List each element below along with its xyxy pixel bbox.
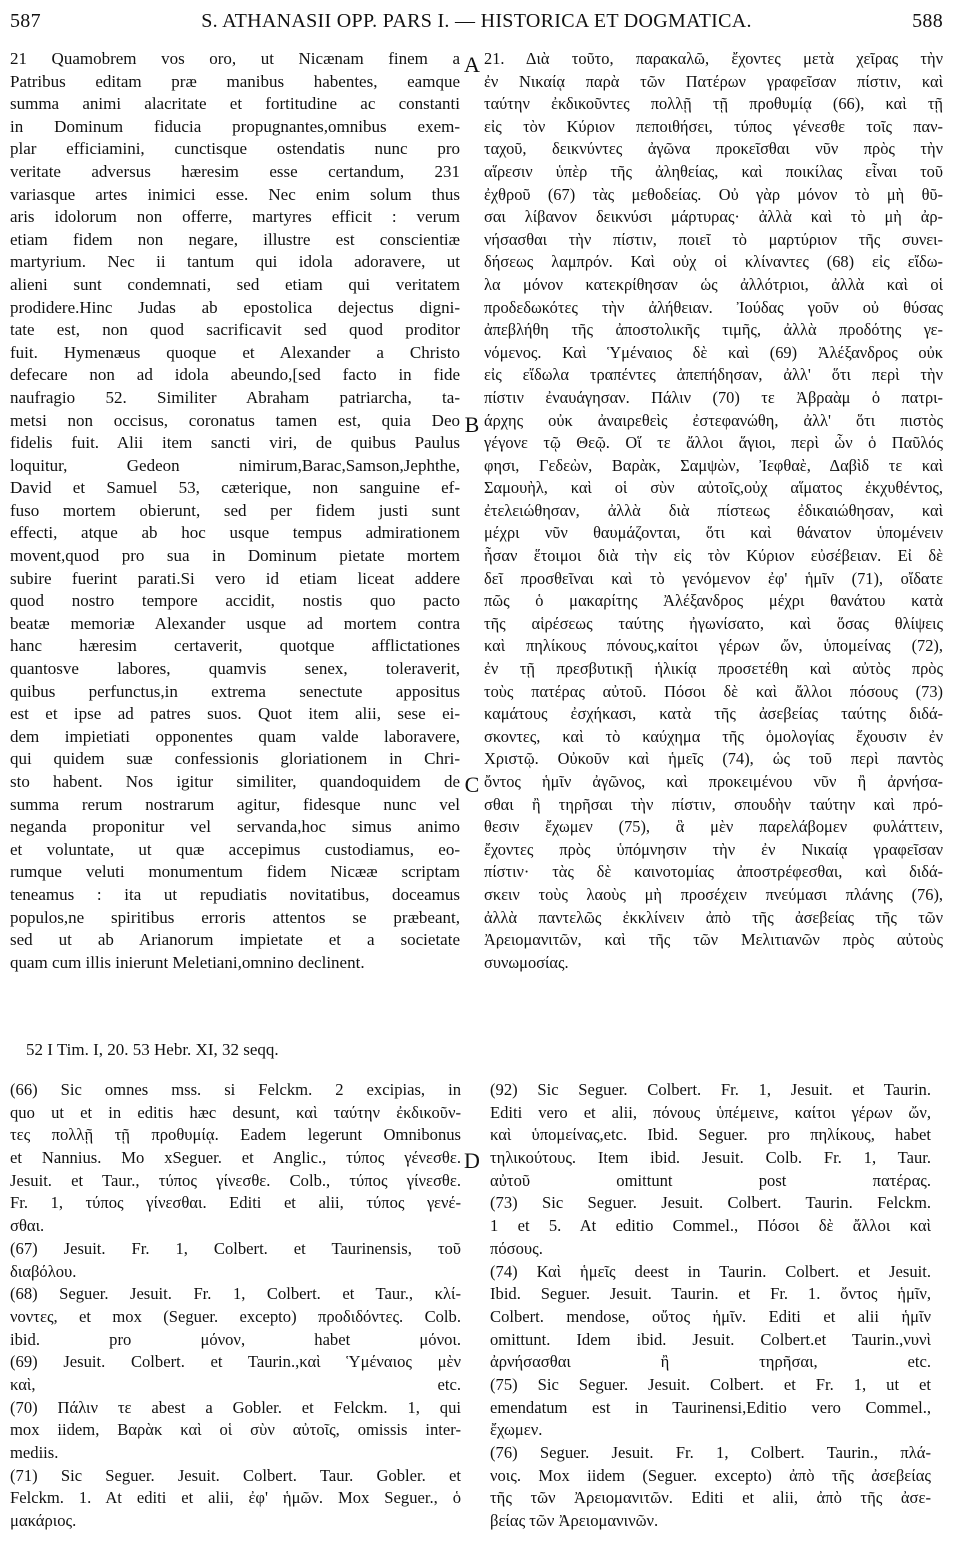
note-line: (92) Sic Seguer. Colbert. Fr. 1, Jesuit. et Taurin. bbox=[490, 1080, 931, 1099]
latin-line: tate est, non quod sacrificavit sed quod proditor bbox=[10, 320, 460, 340]
latin-line: movent,quod pro sua in Dominum pietate mortem bbox=[10, 546, 460, 566]
greek-line: τῆς αἱρέσεως ταύτης ἠγωνίσατο, καὶ ὅσας θλίψεις bbox=[484, 613, 943, 633]
note-line: mox iidem, Βαρὰκ καὶ οἱ σὺν αὐτοῖς, omissis inter- bbox=[10, 1420, 461, 1440]
note-line: τηλικούτους. Item ibid. Jesuit. Colb. Fr. 1, Taur. bbox=[490, 1148, 931, 1168]
note-line: διαβόλου. bbox=[10, 1261, 77, 1281]
note-line: βείας τῶν Ἀρειομανινῶν. bbox=[490, 1511, 659, 1531]
latin-line: Patribus editam præ manibus habentes, eamque bbox=[10, 71, 460, 91]
latin-line: summa animi alacritate et fortitudine ac constanti bbox=[10, 94, 460, 114]
note-line: quo ut et in editis hæc desunt, καὶ ταύτην ἐκδικοῦν- bbox=[10, 1102, 461, 1122]
latin-line: prodidere.Hinc Judas ab epostolica dejectus digni- bbox=[10, 297, 460, 317]
latin-line: fuit. Hymenæus quoque et Alexander a Christo bbox=[10, 342, 460, 362]
note-line: Colbert. mendose, οὔτος ἡμῖν. Editi et alii ἡμῖν bbox=[490, 1306, 931, 1326]
latin-line: subire fuerint parati.Si vero id etiam liceat addere bbox=[10, 568, 460, 588]
note-line: αὐτοῦ omittunt post πατέρας. bbox=[490, 1170, 931, 1190]
note-line: (73) Sic Seguer. Jesuit. Colbert. Taurin. Felckm. bbox=[490, 1193, 931, 1213]
greek-line: ἐτελειώθησαν, ἀλλὰ διὰ πίστεως ἐδικαιώθησαν, καὶ bbox=[484, 500, 943, 520]
critical-notes-right bbox=[490, 1079, 931, 1533]
note-line: (68) Seguer. Jesuit. Fr. 1, Colbert. et Taur., κλί- bbox=[10, 1284, 461, 1304]
greek-line: εἰς εἴδωλα τραπέντες ἀπεπήδησαν, ἀλλ' ὅτι περὶ τὴν bbox=[484, 365, 943, 385]
note-line: (74) Καὶ ἡμεῖς deest in Taurin. Colbert. et Jesuit. bbox=[490, 1261, 931, 1281]
greek-line: λα μόνον κατεκρίθησαν ὡς ἀλλότριοι, ἀλλὰ καὶ οἱ bbox=[484, 274, 943, 294]
greek-line: ἐν τῇ πρεσβυτικῇ ἡλικίᾳ προσετέθη καὶ αὐτὸς πρὸς bbox=[484, 659, 943, 679]
latin-line: 21 Quamobrem vos oro, ut Nicænam finem a bbox=[10, 49, 460, 68]
note-line: μακάριος. bbox=[10, 1511, 77, 1531]
greek-line: ἐχθροῦ (67) τὰς μεθοδείας. Οὐ γὰρ μόνον τὸ μὴ θῦ- bbox=[484, 184, 943, 204]
latin-line: in Dominum fiducia propugnantes,omnibus exem- bbox=[10, 116, 460, 136]
latin-line: naufragio 52. Similiter Abraham patriarcha, ta- bbox=[10, 387, 460, 407]
greek-line: σαι λίβανον δεικνύσι μάρτυρας· ἀλλὰ καὶ τὸ μὴ ἀρ- bbox=[484, 207, 943, 227]
note-line: Felckm. 1. At editi et alii, ἐφ' ἡμῶν. Mox Seguer., ὁ bbox=[10, 1488, 461, 1508]
latin-line: defecare non ad idola abeundo,[sed facto in fide bbox=[10, 365, 460, 385]
margin-letter-d: D bbox=[464, 1148, 480, 1173]
greek-line: τοὺς πατέρας αὐτοῦ. Πόσοι δὲ καὶ ἄλλοι πόσους (73) bbox=[484, 681, 943, 701]
latin-line: fidelis fuit. Alii item sancti viri, de quibus Paulus bbox=[10, 433, 460, 453]
margin-letter-b: B bbox=[464, 412, 480, 437]
greek-line: ἀλλὰ παντελῶς ἐκκλίνειν ἀπὸ τῆς ἀσεβείας τῆς τῶν bbox=[484, 907, 943, 927]
greek-line: νήσασθαι τὴν πίστιν, ποιεῖ τὸ μαρτύριον τῆς συνει- bbox=[484, 229, 943, 249]
greek-line: Σαμουὴλ, καὶ οἱ σὺν αὐτοῖς,οὐχ αἵματος ἐκχυθέντος, bbox=[484, 478, 943, 498]
note-line: (66) Sic omnes mss. si Felckm. 2 excipias, in bbox=[10, 1080, 461, 1099]
note-line: Editi vero et alii, πόνους ὑπέμεινε, καίτοι γέρων ὤν, bbox=[490, 1102, 931, 1122]
note-line: καὶ, etc. bbox=[10, 1374, 461, 1394]
latin-line: quod nostro tempore accidit, nostis quo pacto bbox=[10, 591, 460, 611]
greek-line: ἐν Νικαίᾳ παρὰ τῶν Πατέρων γραφεῖσαν πίστιν, καὶ bbox=[484, 71, 943, 91]
note-line: ἔχωμεν. bbox=[490, 1420, 543, 1440]
latin-line: rumque veluti monumentum fidem Nicææ scriptam bbox=[10, 862, 460, 882]
greek-line: ταχοῦ, δεικνύντες ἀγῶνα προκεῖσθαι νῦν πρὸς τὴν bbox=[484, 139, 943, 159]
note-line: τῆς τῶν Ἀρειομανιτῶν. Editi et alii, ἀπὸ τῆς ἀσε- bbox=[490, 1488, 931, 1508]
greek-line: φησι, Γεδεὼν, Βαρὰκ, Σαμψὼν, Ἰεφθαὲ, Δαβὶδ τε καὶ bbox=[484, 455, 943, 475]
greek-line: ἀπεβλήθη τῆς ἀποστολικῆς τιμῆς, ἀλλὰ προδότης γε- bbox=[484, 320, 943, 340]
greek-text-column bbox=[484, 48, 943, 974]
greek-line: 21. Διὰ τοῦτο, παρακαλῶ, ἔχοντες μετὰ χεῖρας τὴν bbox=[484, 49, 943, 68]
note-line: Jesuit. et Taur., τύπος γίνεσθε. Colb., τύπος γίνεσθε. bbox=[10, 1170, 461, 1190]
greek-line: πίστιν ἐναυάγησαν. Πάλιν (70) τε Ἀβραὰμ ὁ πατρι- bbox=[484, 387, 943, 407]
latin-line: et voluntate, ut quæ accepimus custodiamus, eo- bbox=[10, 839, 460, 859]
latin-line: sed ut ab Arianorum impietate et a societate bbox=[10, 930, 460, 950]
latin-line: martyrium. Nec ii tantum qui idola adoravere, ut bbox=[10, 252, 460, 272]
note-line: (70) Πάλιν τε abest a Gobler. et Felckm. 1, qui bbox=[10, 1397, 461, 1417]
note-line: omittunt. Idem ibid. Jesuit. Colbert.et Taurin.,νυνὶ bbox=[490, 1329, 931, 1349]
greek-line: νόμενος. Καὶ Ὑμέναιος δὲ καὶ (69) Ἀλέξανδρος οὐκ bbox=[484, 342, 943, 362]
note-line: νοντες, et mox (Seguer. excepto) προδιδόντες. Colb. bbox=[10, 1306, 461, 1326]
greek-line: σκοντες, καὶ τὸ καύχημα τῆς ὁμολογίας ἔχουσιν ἐν bbox=[484, 726, 943, 746]
latin-line: quibus perfunctus,in extrema senectute appositus bbox=[10, 681, 460, 701]
latin-line: loquitur, Gedeon nimirum,Barac,Samson,Jephthe, bbox=[10, 455, 460, 475]
greek-line: σκειν τοὺς λαοὺς μὴ προσέχειν πνεύμασι πλάνης (76), bbox=[484, 884, 943, 904]
note-line: et Nannius. Mo xSeguer. et Anglic., τύπος γένεσθε. bbox=[10, 1148, 461, 1168]
margin-letter-c: C bbox=[464, 772, 480, 797]
page-number-left: 587 bbox=[10, 10, 41, 32]
latin-line: est et ipse ad patres suos. Quot item alii, sese ei- bbox=[10, 704, 460, 724]
latin-line: sto habent. Nos igitur similiter, quandoquidem de bbox=[10, 772, 460, 791]
greek-line: Χριστῷ. Οὐκοῦν καὶ ἡμεῖς (74), ὡς τοῦ περὶ παντὸς bbox=[484, 749, 943, 769]
greek-line: πῶς ὁ μακαρίτης Ἀλέξανδρος μέχρι θανάτου κατὰ bbox=[484, 591, 943, 611]
latin-line: variasque artes inimici esse. Nec enim solum thus bbox=[10, 184, 460, 204]
latin-line: veritate adversus hæresim esse certandum, 231 bbox=[10, 161, 460, 181]
latin-line: populos,ne spiritibus erroris attentos se præbeant, bbox=[10, 907, 460, 927]
note-line: καὶ ὑπομείνας,etc. Ibid. Seguer. pro πηλίκους, habet bbox=[490, 1125, 931, 1145]
greek-line: άρχης οὐκ ἀναιρεθεὶς ἐστεφανώθη, ἀλλ' ὅτι πιστὸς bbox=[484, 410, 943, 430]
latin-line: alieni sunt condemnati, sed etiam qui veritatem bbox=[10, 274, 460, 294]
margin-letter-a: A bbox=[464, 52, 480, 77]
greek-line: καὶ πηλίκους πόνους,καίτοι γέρων ὤν, ὑπομείνας (72), bbox=[484, 636, 943, 656]
latin-line: fuso mortem obierunt, sed per fidem justi sunt bbox=[10, 500, 460, 520]
note-line: πόσους. bbox=[490, 1238, 543, 1258]
latin-line: plar efficiamini, cunctisque ostendatis nunc pro bbox=[10, 139, 460, 159]
note-line: ἀρνήσασθαι ἢ τηρῆσαι, etc. bbox=[490, 1352, 931, 1372]
note-line: τες πολλῇ τῇ προθυμίᾳ. Eadem legerunt Omnibonus bbox=[10, 1125, 461, 1145]
latin-line: metsi non occisus, coronatus tamen est, quia Deo bbox=[10, 410, 460, 430]
latin-line: effecti, atque ab hoc usque tempus admirationem bbox=[10, 523, 460, 543]
greek-line: ἔχοντες πρὸς ὑπόμνησιν τὴν ἐν Νικαίᾳ γραφεῖσαν bbox=[484, 839, 943, 859]
latin-line: summa rerum nostrarum agitur, fidesque nunc vel bbox=[10, 794, 460, 814]
note-line: Fr. 1, τύπος γίνεσθαι. Editi et alii, τύπος γενέ- bbox=[10, 1193, 461, 1213]
latin-line: qui quidem suæ confessionis gloriationem in Chri- bbox=[10, 749, 460, 769]
latin-line: neganda proponitur vel servanda,hoc simus animo bbox=[10, 817, 460, 837]
greek-line: πίστιν· τὰς δὲ καινοτομίας ἀποστρέφεσθαι, καὶ διδά- bbox=[484, 862, 943, 882]
greek-line: καμάτους ἐσχήκασι, κατὰ τῆς ἀσεβείας ταύτης διδά- bbox=[484, 704, 943, 724]
greek-line: γέγονε τῷ Θεῷ. Οἵ τε ἄλλοι ἅγιοι, περὶ ὧν ὁ Παῦλός bbox=[484, 433, 943, 453]
latin-line: hanc hæresim certaverit, quotque afflictationes bbox=[10, 636, 460, 656]
note-line: (69) Jesuit. Colbert. et Taurin.,καὶ Ὑμέναιος μὲν bbox=[10, 1352, 461, 1372]
note-line: (76) Seguer. Jesuit. Fr. 1, Colbert. Taurin., πλά- bbox=[490, 1443, 931, 1462]
greek-line: δεῖ προσθεῖναι καὶ τὸ γενόμενον ἐφ' ἡμῖν (71), οἴδατε bbox=[484, 568, 943, 588]
note-line: emendatum est in Taurinensi,Editio vero Commel., bbox=[490, 1397, 931, 1417]
greek-line: δήσεως λαμπρόν. Καὶ οὐχ οἱ κλίναντες (68) εἰς εἴδω- bbox=[484, 252, 943, 272]
note-line: (75) Sic Seguer. Jesuit. Colbert. et Fr. 1, ut et bbox=[490, 1374, 931, 1394]
latin-line: teneamus : ita ut repudiatis novitatibus, doceamus bbox=[10, 884, 460, 904]
latin-line: aris idolorum non offerre, martyres efficit : verum bbox=[10, 207, 460, 227]
note-line: Ibid. Seguer. Jesuit. Taurin. et Fr. 1. ὄντος ἡμῖν, bbox=[490, 1284, 931, 1304]
greek-line: προδεδωκότες τὴν ἀλήθειαν. Ἰούδας γοῦν οὐ θύσας bbox=[484, 297, 943, 317]
critical-notes-left bbox=[10, 1079, 461, 1533]
greek-line: Ἀρειομανιτῶν, καὶ τῆς τῶν Μελιτιανῶν πρὸς αὐτοὺς bbox=[484, 930, 943, 950]
page-header bbox=[10, 8, 943, 34]
greek-line: εἰς τὸν Κύριον πεποιθήσει, τύπος γένεσθε τοῖς παν- bbox=[484, 116, 943, 136]
latin-line: quam cum illis inierunt Meletiani,omnino declinent. bbox=[10, 952, 365, 972]
greek-line: ἦσαν ἕτοιμοι διὰ τὴν εἰς τὸν Κύριον εὐσέβειαν. Εἰ δὲ bbox=[484, 546, 943, 566]
greek-line: μέχρι νῦν θαυμάζονται, ὅτι καὶ θάνατον ὑπομένειν bbox=[484, 523, 943, 543]
page-number-right: 588 bbox=[912, 10, 943, 32]
note-line: (71) Sic Seguer. Jesuit. Colbert. Taur. Gobler. et bbox=[10, 1465, 461, 1485]
note-line: ibid. pro μόνον, habet μόνοι. bbox=[10, 1329, 461, 1349]
greek-line: θεσιν ἔχωμεν (75), ἃ μὲν παρελάβομεν φυλάττειν, bbox=[484, 817, 943, 837]
scripture-footnotes: 52 I Tim. I, 20. 53 Hebr. XI, 32 seqq. bbox=[26, 1040, 279, 1059]
running-title: S. ATHANASII OPP. PARS I. — HISTORICA ET DOGMATICA. bbox=[201, 10, 752, 32]
latin-text-column bbox=[10, 48, 460, 974]
greek-line: ταύτην ἐκδικοῦντες πολλῇ τῇ προθυμίᾳ (66), καὶ τῇ bbox=[484, 94, 943, 114]
greek-line: σθαι ἢ τηρῆσαι τὴν πίστιν, σπουδὴν ταύτην καὶ πρό- bbox=[484, 794, 943, 814]
latin-line: David et Samuel 53, cæterique, non sanguine ef- bbox=[10, 478, 460, 498]
latin-line: etiam fidem non negare, illustre est conscientiæ bbox=[10, 229, 460, 249]
note-line: νοις. Mox iidem (Seguer. excepto) ἀπὸ τῆς ἀσεβείας bbox=[490, 1465, 931, 1485]
greek-line: αἵρεσιν ὑπὲρ τῆς ἀληθείας, καὶ ποικίλας εἶναι τοῦ bbox=[484, 161, 943, 181]
latin-line: quantosve labores, quamvis senex, toleraverit, bbox=[10, 659, 460, 679]
note-line: 1 et 5. At editio Commel., Πόσοι δὲ ἄλλοι καὶ bbox=[490, 1216, 931, 1236]
latin-line: beatæ memoriæ Alexander usque ad mortem contra bbox=[10, 613, 460, 633]
latin-line: dem impietiati opponentes quam valde laboravere, bbox=[10, 726, 460, 746]
note-line: mediis. bbox=[10, 1443, 59, 1462]
greek-line: ὄντος ἡμῖν ἀγῶνος, καὶ προκειμένου νῦν ἢ ἀρνήσα- bbox=[484, 772, 943, 791]
note-line: (67) Jesuit. Fr. 1, Colbert. et Taurinensis, τοῦ bbox=[10, 1238, 461, 1258]
note-line: σθαι. bbox=[10, 1216, 45, 1236]
greek-line: συνωμοσίας. bbox=[484, 952, 569, 972]
